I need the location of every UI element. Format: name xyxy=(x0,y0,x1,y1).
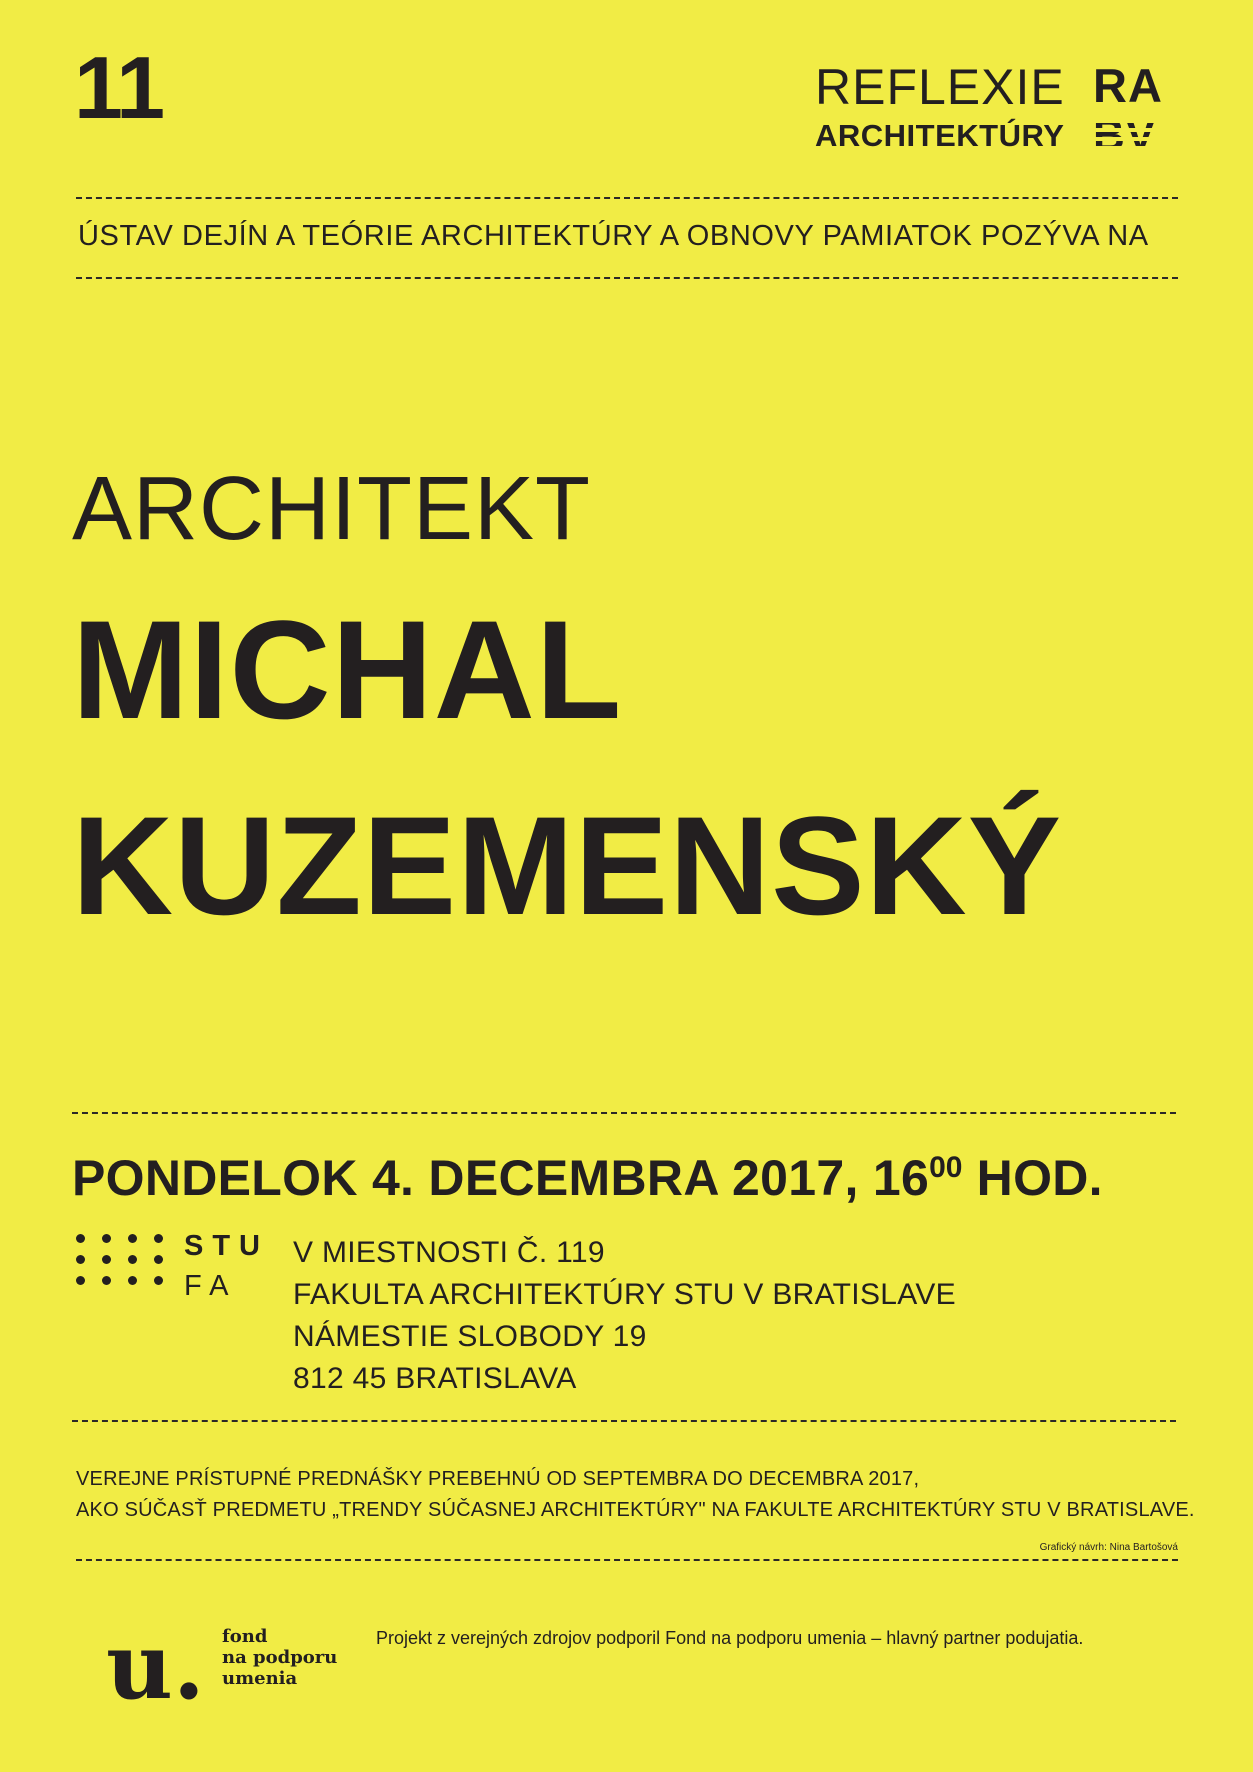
fund-name xyxy=(222,1626,337,1689)
series-logo xyxy=(815,59,1185,160)
event-date xyxy=(72,1150,1103,1206)
fund-name-line1: fond xyxy=(222,1626,268,1647)
venue-room: V MIESTNOSTI Č. 119 xyxy=(293,1236,605,1269)
invitation-text: ÚSTAV DEJÍN A TEÓRIE ARCHITEKTÚRY A OBNOVY PAMIATOK POZÝVA NA xyxy=(78,220,1149,252)
event-date-text: PONDELOK 4. DECEMBRA 2017, 16 xyxy=(72,1150,930,1206)
note-line2: AKO SÚČASŤ PREDMETU „TRENDY SÚČASNEJ ARCHITEKTÚRY" NA FAKULTE ARCHITEKTÚRY STU V BRATISLAVE. xyxy=(76,1499,1195,1521)
event-time-suffix: HOD. xyxy=(976,1150,1103,1206)
divider xyxy=(76,1559,1178,1561)
dots-icon xyxy=(76,1234,166,1294)
speaker-role: ARCHITEKT xyxy=(72,459,592,559)
series-title-line1: REFLEXIE xyxy=(815,59,1065,115)
bv-mark: BV xyxy=(1093,111,1157,160)
speaker-first-name: MICHAL xyxy=(72,591,623,748)
venue-street: NÁMESTIE SLOBODY 19 xyxy=(293,1320,647,1353)
divider xyxy=(76,197,1178,199)
partner-text: Projekt z verejných zdrojov podporil Fond na podporu umenia – hlavný partner podujatia. xyxy=(376,1628,1084,1648)
faculty-logo-stu: STU xyxy=(184,1230,269,1262)
event-time-minutes: 00 xyxy=(929,1151,963,1184)
divider xyxy=(72,1112,1176,1114)
lecture-note xyxy=(76,1464,1195,1526)
venue-faculty: FAKULTA ARCHITEKTÚRY STU V BRATISLAVE xyxy=(293,1278,956,1311)
note-line1: VEREJNE PRÍSTUPNÉ PREDNÁŠKY PREBEHNÚ OD SEPTEMBRA DO DECEMBRA 2017, xyxy=(76,1468,920,1490)
divider xyxy=(76,277,1178,279)
venue-city: 812 45 BRATISLAVA xyxy=(293,1362,577,1395)
speaker-last-name: KUZEMENSKÝ xyxy=(72,787,1063,944)
fund-name-line2: na podporu xyxy=(222,1647,338,1668)
design-credit: Grafický návrh: Nina Bartošová xyxy=(1039,1542,1178,1553)
venue-address xyxy=(293,1232,956,1400)
series-title-line2: ARCHITEKTÚRY xyxy=(815,118,1065,153)
ra-mark: RA xyxy=(1093,59,1163,112)
faculty-logo-fa: FA xyxy=(184,1270,238,1302)
fund-name-line3: umenia xyxy=(222,1668,298,1689)
issue-number: 11 xyxy=(74,38,164,137)
fund-logo-icon: u. xyxy=(106,1612,205,1720)
divider xyxy=(72,1420,1176,1422)
